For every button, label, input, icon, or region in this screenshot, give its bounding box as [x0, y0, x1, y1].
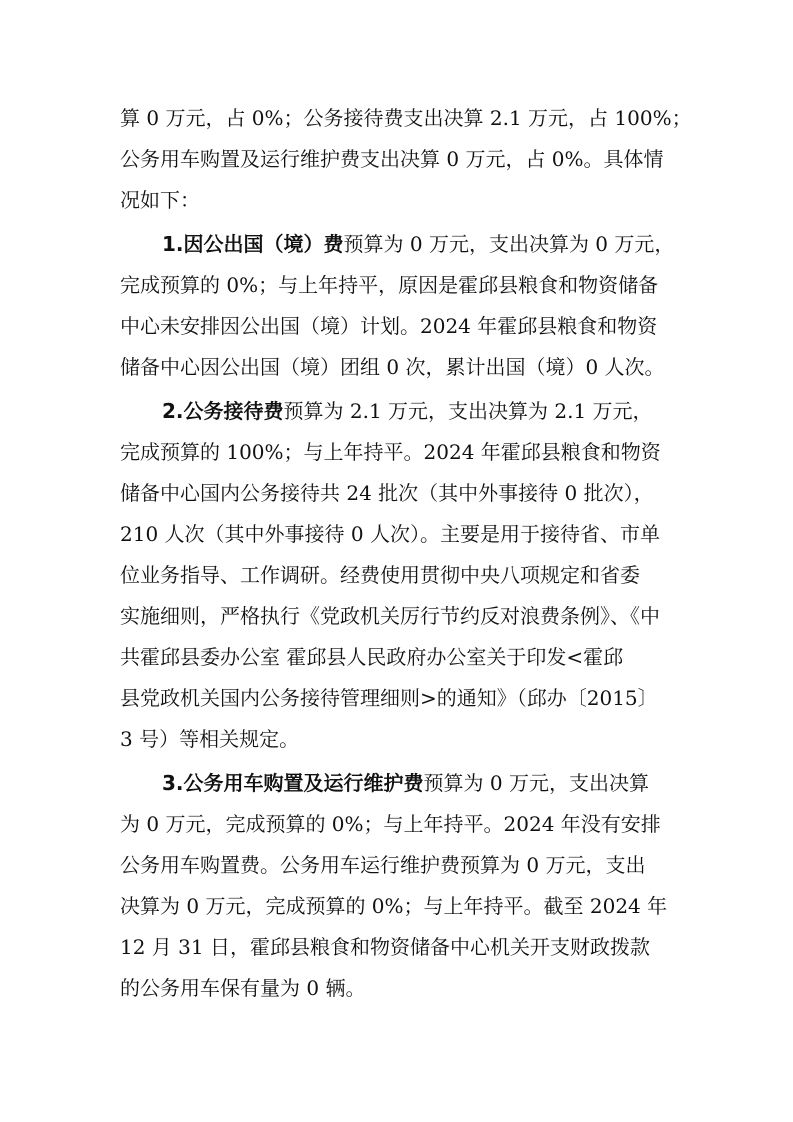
line-text: 公务用车购置费。公务用车运行维护费预算为 0 万元，支出: [120, 853, 646, 877]
line-text: 完成预算的 100%；与上年持平。2024 年霍邱县粮食和物资: [120, 440, 661, 464]
text-line: [162, 228, 674, 260]
text-line: [120, 269, 658, 301]
text-line: [120, 641, 623, 673]
line-text: 县党政机关国内公务接待管理细则>的通知》（邱办〔2015〕: [120, 686, 658, 710]
text-line: [120, 436, 661, 468]
line-text: 预算为 2.1 万元，支出决算为 2.1 万元，: [283, 399, 653, 423]
text-line: [120, 723, 299, 755]
line-text: 中心未安排因公出国（境）计划。2024 年霍邱县粮食和物资: [120, 314, 658, 338]
line-text: 预算为 0 万元，支出决算为 0 万元，: [343, 232, 675, 256]
line-text: 3 号）等相关规定。: [120, 727, 300, 751]
text-line: [120, 143, 664, 175]
line-text: 12 月 31 日，霍邱县粮食和物资储备中心机关开支财政拨款: [120, 935, 650, 959]
text-line: [120, 559, 640, 591]
line-text: 储备中心因公出国（境）团组 0 次，累计出国（境）0 人次。: [120, 355, 665, 379]
line-text: 完成预算的 0%；与上年持平，原因是霍邱县粮食和物资储备: [120, 273, 659, 297]
line-text: 储备中心国内公务接待共 24 批次（其中外事接待 0 批次），: [120, 481, 654, 505]
section-heading: 3.公务用车购置及运行维护费: [162, 771, 424, 795]
text-line: [120, 682, 658, 714]
line-text: 位业务指导、工作调研。经费使用贯彻中央八项规定和省委: [120, 563, 640, 587]
line-text: 为 0 万元，完成预算的 0%；与上年持平。2024 年没有安排: [120, 812, 661, 836]
text-line: [162, 395, 653, 427]
section-heading: 1.因公出国（境）费: [162, 232, 344, 256]
line-text: 况如下：: [120, 188, 200, 212]
text-line: [120, 102, 692, 134]
line-text: 的公务用车保有量为 0 辆。: [120, 976, 366, 1000]
text-line: [120, 931, 650, 963]
text-line: [120, 890, 667, 922]
line-text: 预算为 0 万元，支出决算: [423, 771, 649, 795]
line-text: 共霍邱县委办公室 霍邱县人民政府办公室关于印发<霍邱: [120, 645, 624, 669]
text-line: [120, 808, 661, 840]
line-text: 决算为 0 万元，完成预算的 0%；与上年持平。截至 2024 年: [120, 894, 668, 918]
text-line: [120, 351, 665, 383]
text-line: [120, 310, 657, 342]
text-line: [120, 184, 200, 216]
line-text: 公务用车购置及运行维护费支出决算 0 万元，占 0%。具体情: [120, 147, 664, 171]
line-text: 算 0 万元，占 0%；公务接待费支出决算 2.1 万元，占 100%；: [120, 106, 692, 130]
text-line: [120, 849, 645, 881]
line-text: 210 人次（其中外事接待 0 人次）。主要是用于接待省、市单: [120, 522, 660, 546]
text-line: [120, 477, 654, 509]
section-heading: 2.公务接待费: [162, 399, 284, 423]
text-line: [162, 767, 649, 799]
text-line: [120, 972, 365, 1004]
line-text: 实施细则，严格执行《党政机关厉行节约反对浪费条例》、《中: [120, 604, 660, 628]
text-line: [120, 518, 660, 550]
text-line: [120, 600, 660, 632]
